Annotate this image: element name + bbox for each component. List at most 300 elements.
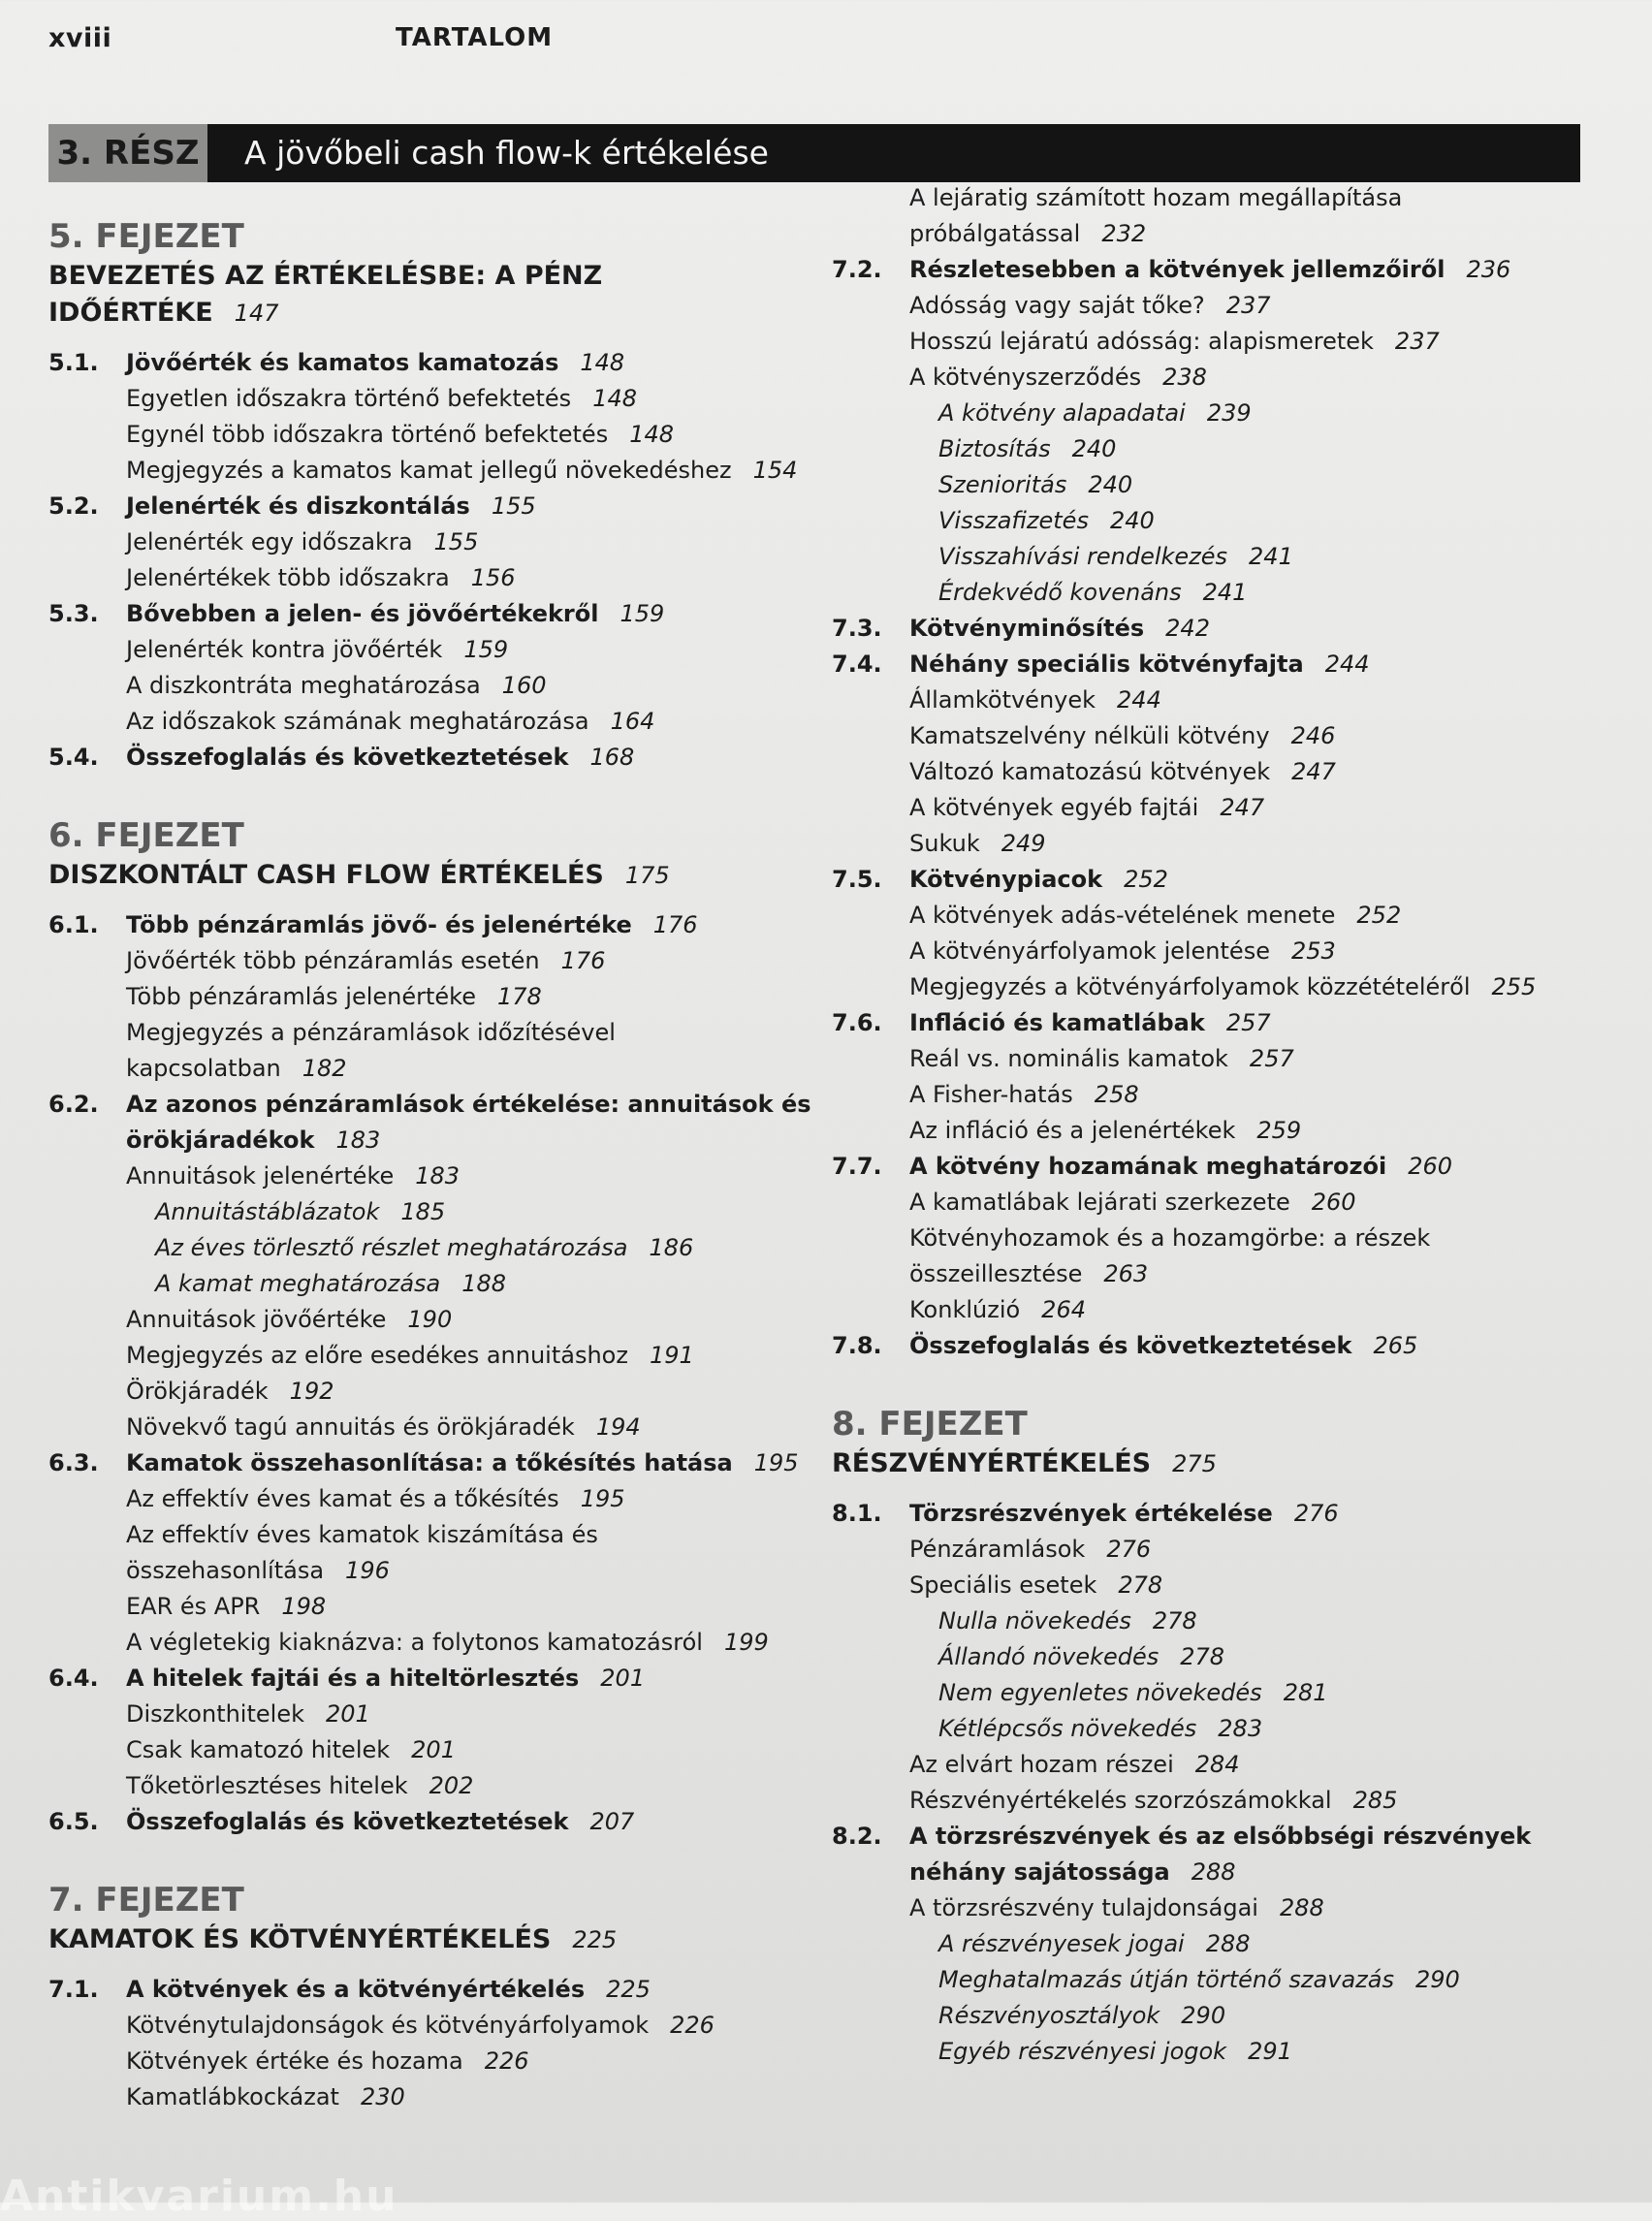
- entry-title: Egynél több időszakra történő befektetés: [126, 421, 609, 448]
- chapter-title-text: BEVEZETÉS AZ ÉRTÉKELÉSBE: A PÉNZ IDŐÉRTÉKE: [48, 261, 603, 328]
- entry-title: Államkötvények: [909, 686, 1096, 714]
- entry-title: Csak kamatozó hitelek: [126, 1736, 391, 1763]
- entry-title: A kötvények adás-vételének menete: [909, 902, 1336, 929]
- page-number: 253: [1290, 937, 1336, 965]
- section-number: 8.2.: [832, 1823, 882, 1850]
- section-title-text: Jelenérték és diszkontálás: [126, 492, 470, 520]
- toc-entry: [48, 560, 824, 596]
- toc-section: [832, 1005, 1607, 1041]
- toc-entry: [48, 1302, 824, 1338]
- toc-entry: [832, 180, 1607, 252]
- chapter-number: 6. FEJEZET: [48, 816, 244, 855]
- page-number: 264: [1041, 1296, 1086, 1323]
- toc-entry: [832, 1221, 1607, 1292]
- page-number: 176: [652, 911, 698, 938]
- page-number: 255: [1491, 973, 1537, 1000]
- entry-title: Meghatalmazás útján történő szavazás: [938, 1966, 1394, 1993]
- toc-subentry: [832, 1711, 1607, 1747]
- toc-subentry: [832, 503, 1607, 539]
- section-title-text: A hitelek fajtái és a hiteltörlesztés: [126, 1665, 580, 1692]
- page-number: 252: [1356, 902, 1402, 929]
- toc-entry: [48, 1158, 824, 1194]
- entry-title: A kamat meghatározása: [155, 1270, 441, 1297]
- toc-subentry: [832, 431, 1607, 467]
- page-number: 194: [595, 1413, 641, 1441]
- watermark: Antikvarium.hu: [0, 2172, 398, 2221]
- section-title-text: Jövőérték és kamatos kamatozás: [126, 349, 559, 376]
- chapter-number: 5. FEJEZET: [48, 217, 244, 256]
- page-number: 154: [752, 457, 798, 484]
- toc-entry: [832, 1783, 1607, 1819]
- page-number: 257: [1225, 1009, 1271, 1036]
- toc-subentry: [832, 2034, 1607, 2070]
- part-label: 3. RÉSZ: [48, 124, 207, 182]
- section-title-text: Az azonos pénzáramlások értékelése: annuitások és örökjáradékok: [126, 1091, 811, 1154]
- toc-entry: [48, 453, 824, 489]
- toc-subentry: [832, 1639, 1607, 1675]
- toc-entry: [48, 524, 824, 560]
- page-number: 288: [1205, 1930, 1251, 1957]
- page-number: 238: [1162, 364, 1207, 391]
- page-number: 241: [1202, 579, 1248, 606]
- page-number: 240: [1088, 471, 1133, 498]
- toc-entry: [832, 934, 1607, 969]
- page-number: 290: [1414, 1966, 1460, 1993]
- toc-entry: [832, 360, 1607, 396]
- part-banner: [48, 124, 1580, 182]
- page-number: 290: [1181, 2002, 1226, 2029]
- entry-title: Visszafizetés: [938, 507, 1089, 534]
- page-number: 202: [429, 1772, 474, 1799]
- toc-section: [48, 1804, 824, 1840]
- page-number: 190: [407, 1306, 453, 1333]
- page-number: 252: [1124, 866, 1168, 893]
- section-title: [126, 489, 824, 524]
- chapter-title: [832, 1445, 1607, 1482]
- page-number: 291: [1248, 2038, 1292, 2065]
- chapter-title-text: KAMATOK ÉS KÖTVÉNYÉRTÉKELÉS: [48, 1924, 552, 1954]
- toc-entry: [832, 1185, 1607, 1221]
- toc-entry: [48, 1410, 824, 1445]
- page-label: xviii: [48, 23, 112, 53]
- section-title: [909, 1496, 1607, 1532]
- toc-entry: [48, 1374, 824, 1410]
- section-title-text: Bővebben a jelen- és jövőértékekről: [126, 600, 599, 627]
- toc-entry: [832, 969, 1607, 1005]
- entry-title: Növekvő tagú annuitás és örökjáradék: [126, 1413, 575, 1441]
- section-title: [909, 252, 1607, 288]
- entry-title: Biztosítás: [938, 435, 1051, 462]
- page-number: 247: [1291, 758, 1336, 785]
- page-number: 188: [461, 1270, 507, 1297]
- toc-section: [832, 1496, 1607, 1532]
- toc-subentry: [832, 396, 1607, 431]
- chapter-heading: [48, 814, 824, 894]
- entry-title: EAR és APR: [126, 1593, 261, 1620]
- part-title: A jövőbeli cash flow-k értékelése: [244, 134, 769, 172]
- toc-entry: [832, 1568, 1607, 1603]
- toc-entry: [48, 381, 824, 417]
- section-title-text: Több pénzáramlás jövő- és jelenértéke: [126, 911, 632, 938]
- page-number: 244: [1324, 650, 1370, 678]
- chapter-title-text: RÉSZVÉNYÉRTÉKELÉS: [832, 1448, 1152, 1478]
- page-number: 263: [1103, 1260, 1149, 1287]
- section-title-text: Kötvényminősítés: [909, 615, 1145, 642]
- section-title: [126, 345, 824, 381]
- page-number: 164: [610, 708, 655, 735]
- section-number: 7.1.: [48, 1976, 99, 2003]
- entry-title: Az elvárt hozam részei: [909, 1751, 1174, 1778]
- page-number: 225: [606, 1976, 651, 2003]
- page-number: 241: [1249, 543, 1293, 570]
- page-number: 183: [335, 1126, 381, 1154]
- entry-title: Nem egyenletes növekedés: [938, 1679, 1262, 1706]
- page-number: 201: [325, 1700, 370, 1728]
- entry-title: Kamatlábkockázat: [126, 2083, 339, 2110]
- entry-title: Egyetlen időszakra történő befektetés: [126, 385, 572, 412]
- page-number: 148: [592, 385, 637, 412]
- section-number: 6.5.: [48, 1808, 99, 1835]
- page-number: 147: [234, 300, 279, 327]
- entry-title: Kötvénytulajdonságok és kötvényárfolyamok: [126, 2012, 650, 2039]
- toc-subentry: [832, 539, 1607, 575]
- toc-section: [48, 489, 824, 524]
- toc-entry: [832, 754, 1607, 790]
- toc-entry: [832, 826, 1607, 862]
- entry-title: Diszkonthitelek: [126, 1700, 304, 1728]
- section-number: 6.4.: [48, 1665, 99, 1692]
- page-number: 259: [1256, 1117, 1302, 1144]
- toc-entry: [832, 324, 1607, 360]
- entry-title: Reál vs. nominális kamatok: [909, 1045, 1228, 1072]
- entry-title: Megjegyzés a pénzáramlások időzítésével kapcsolatban: [126, 1019, 616, 1082]
- page-number: 186: [649, 1234, 694, 1261]
- page-number: 237: [1225, 292, 1271, 319]
- toc-entry: [48, 417, 824, 453]
- entry-title: Megjegyzés a kötvényárfolyamok közzétételéről: [909, 973, 1471, 1000]
- page-number: 183: [415, 1162, 461, 1190]
- page-number: 283: [1218, 1715, 1263, 1742]
- page-number: 265: [1373, 1332, 1418, 1359]
- section-title: [126, 1972, 824, 2008]
- page-number: 201: [411, 1736, 456, 1763]
- page-number: 242: [1165, 615, 1210, 642]
- entry-title: Jelenérték kontra jövőérték: [126, 636, 443, 663]
- page-number: 148: [629, 421, 675, 448]
- section-title-text: Kötvénypiacok: [909, 866, 1103, 893]
- section-number: 7.4.: [832, 650, 882, 678]
- entry-title: Konklúzió: [909, 1296, 1021, 1323]
- page-number: 148: [580, 349, 625, 376]
- page-number: 258: [1094, 1081, 1139, 1108]
- entry-title: A törzsrészvény tulajdonságai: [909, 1894, 1258, 1921]
- toc-entry: [48, 1015, 824, 1087]
- toc-entry: [832, 1292, 1607, 1328]
- entry-title: A kötvényszerződés: [909, 364, 1142, 391]
- entry-title: Visszahívási rendelkezés: [938, 543, 1228, 570]
- page-number: 278: [1180, 1643, 1225, 1670]
- page-number: 281: [1283, 1679, 1328, 1706]
- toc-section: [48, 1087, 824, 1158]
- toc-subentry: [832, 1926, 1607, 1962]
- page-number: 159: [620, 600, 665, 627]
- entry-title: Az infláció és a jelenértékek: [909, 1117, 1236, 1144]
- entry-title: A végletekig kiaknázva: a folytonos kamatozásról: [126, 1629, 703, 1656]
- page-number: 201: [600, 1665, 646, 1692]
- page-number: 236: [1466, 256, 1511, 283]
- section-title-text: Néhány speciális kötvényfajta: [909, 650, 1304, 678]
- toc-right-column: [832, 180, 1607, 2070]
- toc-section: [48, 1661, 824, 1697]
- entry-title: Örökjáradék: [126, 1378, 269, 1405]
- page-number: 185: [400, 1198, 446, 1225]
- section-title: [909, 1328, 1607, 1364]
- page-number: 168: [589, 744, 635, 771]
- toc-section: [48, 1445, 824, 1481]
- section-title: [909, 1005, 1607, 1041]
- section-title-text: Összefoglalás és következtetések: [909, 1332, 1352, 1359]
- page-number: 249: [1001, 830, 1046, 857]
- section-number: 7.7.: [832, 1153, 882, 1180]
- page-number: 178: [496, 983, 542, 1010]
- entry-title: A Fisher-hatás: [909, 1081, 1073, 1108]
- toc-entry: [48, 1589, 824, 1625]
- section-title: [126, 1445, 824, 1481]
- chapter-title: [48, 857, 824, 894]
- running-title: TARTALOM: [396, 23, 554, 52]
- toc-entry: [832, 1890, 1607, 1926]
- page-number: 260: [1311, 1189, 1356, 1216]
- page-number: 196: [345, 1557, 390, 1584]
- page-number: 160: [501, 672, 547, 699]
- chapter-number: 8. FEJEZET: [832, 1405, 1028, 1444]
- entry-title: Pénzáramlások: [909, 1536, 1086, 1563]
- toc-section: [832, 611, 1607, 647]
- entry-title: Annuitások jövőértéke: [126, 1306, 387, 1333]
- page-number: 278: [1118, 1571, 1163, 1599]
- toc-entry: [48, 1768, 824, 1804]
- section-number: 7.8.: [832, 1332, 882, 1359]
- page-number: 182: [302, 1055, 347, 1082]
- entry-title: Kamatszelvény nélküli kötvény: [909, 722, 1270, 749]
- section-title: [126, 1087, 824, 1158]
- entry-title: Adósság vagy saját tőke?: [909, 292, 1205, 319]
- toc-entry: [832, 898, 1607, 934]
- entry-title: A kötvény alapadatai: [938, 399, 1186, 427]
- entry-title: Megjegyzés az előre esedékes annuitáshoz: [126, 1342, 628, 1369]
- section-title: [126, 1661, 824, 1697]
- section-title-text: Részletesebben a kötvények jellemzőiről: [909, 256, 1446, 283]
- toc-entry: [832, 682, 1607, 718]
- page-number: 257: [1249, 1045, 1294, 1072]
- chapter-title: [48, 258, 824, 332]
- page-number: 156: [470, 564, 516, 591]
- page-number: 226: [484, 2047, 529, 2075]
- toc-entry: [832, 790, 1607, 826]
- page-number: 230: [360, 2083, 405, 2110]
- toc-entry: [832, 1532, 1607, 1568]
- toc-entry: [48, 668, 824, 704]
- toc-entry: [832, 718, 1607, 754]
- page-number: 278: [1152, 1607, 1197, 1634]
- section-number: 5.4.: [48, 744, 99, 771]
- section-number: 5.3.: [48, 600, 99, 627]
- section-number: 7.3.: [832, 615, 882, 642]
- page-number: 240: [1109, 507, 1155, 534]
- page-number: 239: [1206, 399, 1252, 427]
- section-number: 5.1.: [48, 349, 99, 376]
- toc-section: [48, 907, 824, 943]
- page-number: 276: [1293, 1500, 1339, 1527]
- section-title: [126, 740, 824, 776]
- page-number: 237: [1394, 328, 1440, 355]
- section-title-text: A törzsrészvények és az elsőbbségi részvények néhány sajátossága: [909, 1823, 1532, 1886]
- toc-entry: [48, 1338, 824, 1374]
- entry-title: Részvényértékelés szorzószámokkal: [909, 1787, 1332, 1814]
- toc-entry: [832, 1077, 1607, 1113]
- toc-entry: [832, 1041, 1607, 1077]
- section-title-text: Infláció és kamatlábak: [909, 1009, 1205, 1036]
- entry-title: Az időszakok számának meghatározása: [126, 708, 589, 735]
- section-title-text: A kötvények és a kötvényértékelés: [126, 1976, 586, 2003]
- page-number: 240: [1071, 435, 1117, 462]
- page-number: 285: [1352, 1787, 1398, 1814]
- toc-entry: [48, 632, 824, 668]
- toc-subentry: [832, 575, 1607, 611]
- toc-entry: [48, 1481, 824, 1517]
- toc-section: [832, 1149, 1607, 1185]
- section-title: [909, 1819, 1607, 1890]
- toc-subentry: [832, 467, 1607, 503]
- toc-entry: [48, 1697, 824, 1732]
- entry-title: Szenioritás: [938, 471, 1067, 498]
- page-number: 207: [589, 1808, 635, 1835]
- toc-entry: [48, 2044, 824, 2079]
- entry-title: Jelenértékek több időszakra: [126, 564, 450, 591]
- chapter-heading: [48, 215, 824, 332]
- page-number: 198: [281, 1593, 327, 1620]
- toc-subentry: [832, 1603, 1607, 1639]
- page-number: 246: [1290, 722, 1336, 749]
- entry-title: Hosszú lejáratú adósság: alapismeretek: [909, 328, 1374, 355]
- entry-title: Változó kamatozású kötvények: [909, 758, 1271, 785]
- section-title: [909, 647, 1607, 682]
- entry-title: A lejáratig számított hozam megállapítása próbálgatással: [909, 184, 1403, 247]
- section-title: [126, 596, 824, 632]
- section-number: 5.2.: [48, 492, 99, 520]
- toc-subentry: [832, 1962, 1607, 1998]
- page-number: 199: [723, 1629, 769, 1656]
- toc-entry: [48, 979, 824, 1015]
- page-number: 175: [624, 862, 670, 889]
- page-number: 195: [580, 1485, 625, 1512]
- entry-title: Több pénzáramlás jelenértéke: [126, 983, 476, 1010]
- entry-title: Annuitástáblázatok: [155, 1198, 380, 1225]
- section-number: 6.3.: [48, 1449, 99, 1476]
- entry-title: Állandó növekedés: [938, 1643, 1160, 1670]
- toc-entry: [48, 2079, 824, 2115]
- page-number: 225: [572, 1926, 618, 1953]
- toc-section: [48, 345, 824, 381]
- entry-title: A kötvények egyéb fajtái: [909, 794, 1199, 821]
- toc-entry: [832, 1113, 1607, 1149]
- entry-title: A kötvényárfolyamok jelentése: [909, 937, 1270, 965]
- toc-entry: [48, 1517, 824, 1589]
- entry-title: Annuitások jelenértéke: [126, 1162, 395, 1190]
- entry-title: Az effektív éves kamatok kiszámítása és összehasonlítása: [126, 1521, 598, 1584]
- page-number: 247: [1220, 794, 1265, 821]
- toc-section: [832, 647, 1607, 682]
- section-title-text: Kamatok összehasonlítása: a tőkésítés hatása: [126, 1449, 733, 1476]
- entry-title: Sukuk: [909, 830, 980, 857]
- chapter-heading: [832, 1403, 1607, 1482]
- section-title: [909, 862, 1607, 898]
- entry-title: Kétlépcsős növekedés: [938, 1715, 1197, 1742]
- toc-section: [48, 740, 824, 776]
- section-number: 8.1.: [832, 1500, 882, 1527]
- toc-entry: [48, 2008, 824, 2044]
- section-number: 7.5.: [832, 866, 882, 893]
- section-title: [909, 1149, 1607, 1185]
- section-number: 7.6.: [832, 1009, 882, 1036]
- section-title: [909, 611, 1607, 647]
- toc-entry: [832, 288, 1607, 324]
- section-title: [126, 907, 824, 943]
- chapter-number: 7. FEJEZET: [48, 1881, 244, 1920]
- toc-section: [832, 252, 1607, 288]
- toc-entry: [48, 1625, 824, 1661]
- entry-title: Speciális esetek: [909, 1571, 1097, 1599]
- page-number: 284: [1194, 1751, 1240, 1778]
- section-title-text: A kötvény hozamának meghatározói: [909, 1153, 1387, 1180]
- entry-title: Jövőérték több pénzáramlás esetén: [126, 947, 540, 974]
- section-title-text: Törzsrészvények értékelése: [909, 1500, 1273, 1527]
- section-number: 6.1.: [48, 911, 99, 938]
- section-title: [126, 1804, 824, 1840]
- toc-subentry: [832, 1998, 1607, 2034]
- toc-section: [832, 862, 1607, 898]
- toc-section: [832, 1819, 1607, 1890]
- entry-title: Kötvények értéke és hozama: [126, 2047, 463, 2075]
- toc-entry: [48, 943, 824, 979]
- running-header: [48, 23, 727, 62]
- toc-entry: [48, 1732, 824, 1768]
- page-number: 195: [753, 1449, 799, 1476]
- page-number: 288: [1191, 1858, 1236, 1886]
- section-number: 6.2.: [48, 1091, 99, 1118]
- page-number: 155: [491, 492, 536, 520]
- section-number: 7.2.: [832, 256, 882, 283]
- toc-section: [48, 1972, 824, 2008]
- page-number: 192: [289, 1378, 334, 1405]
- chapter-title: [48, 1921, 824, 1958]
- toc-subentry: [48, 1230, 824, 1266]
- section-title-text: Összefoglalás és következtetések: [126, 1808, 569, 1835]
- page-number: 244: [1117, 686, 1161, 714]
- entry-title: Nulla növekedés: [938, 1607, 1131, 1634]
- page-number: 275: [1172, 1450, 1217, 1477]
- entry-title: Részvényosztályok: [938, 2002, 1160, 2029]
- page-number: 260: [1408, 1153, 1452, 1180]
- entry-title: Az éves törlesztő részlet meghatározása: [155, 1234, 628, 1261]
- section-title-text: Összefoglalás és következtetések: [126, 744, 569, 771]
- toc-section: [832, 1328, 1607, 1364]
- entry-title: Az effektív éves kamat és a tőkésítés: [126, 1485, 559, 1512]
- entry-title: Érdekvédő kovenáns: [938, 579, 1182, 606]
- entry-title: A kamatlábak lejárati szerkezete: [909, 1189, 1290, 1216]
- toc-entry: [832, 1747, 1607, 1783]
- page-number: 226: [670, 2012, 715, 2039]
